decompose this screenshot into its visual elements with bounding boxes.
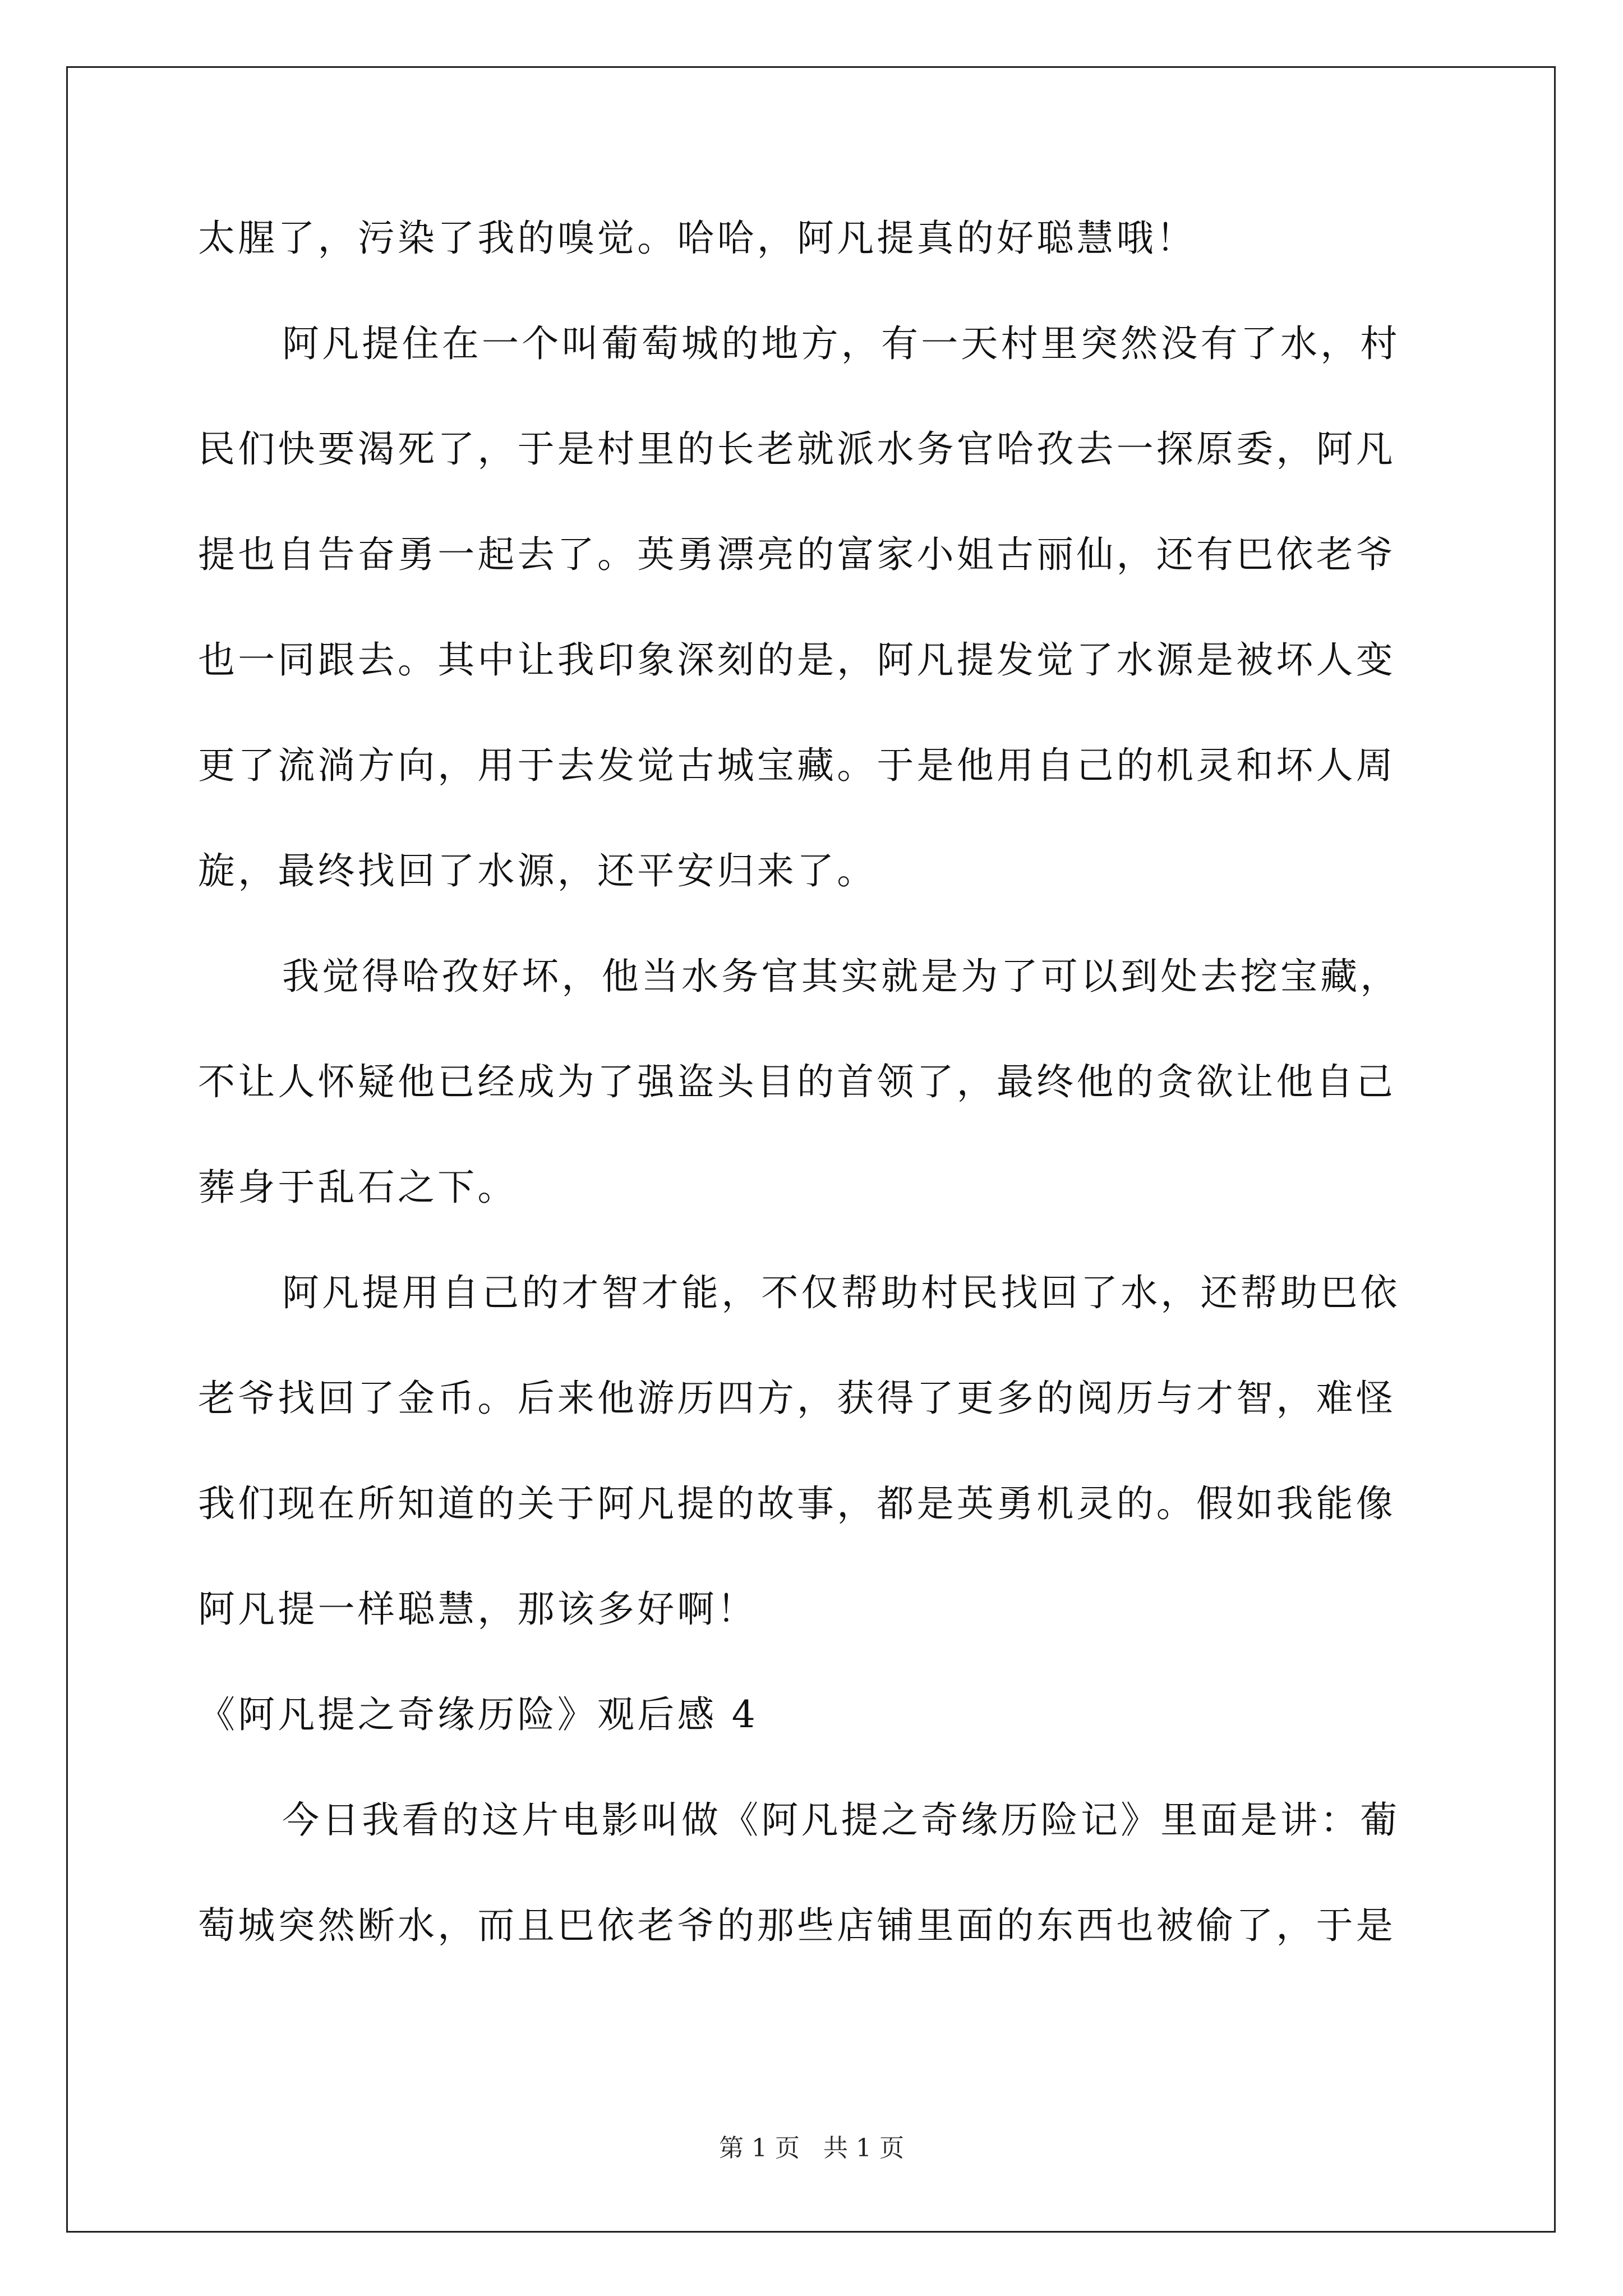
- text-line: 太腥了，污染了我的嗅觉。哈哈，阿凡提真的好聪慧哦！: [198, 217, 1196, 260]
- text-line: 今日我看的这片电影叫做《阿凡提之奇缘历险记》里面是讲：葡: [282, 1798, 1400, 1842]
- text-line: 不让人怀疑他已经成为了强盗头目的首领了，最终他的贪欲让他自己: [198, 1060, 1396, 1103]
- text-line: 葬身于乱石之下。: [198, 1166, 518, 1209]
- text-line: 提也自告奋勇一起去了。英勇漂亮的富家小姐古丽仙，还有巴依老爷: [198, 533, 1396, 576]
- text-line: 萄城突然断水，而且巴依老爷的那些店铺里面的东西也被偷了，于是: [198, 1904, 1396, 1947]
- text-line: 更了流淌方向，用于去发觉古城宝藏。于是他用自己的机灵和坏人周: [198, 744, 1396, 787]
- text-line: 也一同跟去。其中让我印象深刻的是，阿凡提发觉了水源是被坏人变: [198, 638, 1396, 682]
- text-line: 老爷找回了金币。后来他游历四方，获得了更多的阅历与才智，难怪: [198, 1377, 1396, 1420]
- page-number-footer: 第 1 页 共 1 页: [719, 2134, 904, 2162]
- text-line: 旋，最终找回了水源，还平安归来了。: [198, 849, 877, 892]
- section-heading: 《阿凡提之奇缘历险》观后感 4: [198, 1693, 758, 1736]
- text-line: 民们快要渴死了，于是村里的长老就派水务官哈孜去一探原委，阿凡: [198, 427, 1396, 471]
- text-line: 我们现在所知道的关于阿凡提的故事，都是英勇机灵的。假如我能像: [198, 1482, 1396, 1525]
- text-line: 阿凡提用自己的才智才能，不仅帮助村民找回了水，还帮助巴依: [282, 1271, 1400, 1314]
- text-line: 阿凡提一样聪慧，那该多好啊！: [198, 1588, 757, 1631]
- text-line: 阿凡提住在一个叫葡萄城的地方，有一天村里突然没有了水，村: [282, 322, 1400, 365]
- text-line: 我觉得哈孜好坏，他当水务官其实就是为了可以到处去挖宝藏，: [282, 955, 1400, 998]
